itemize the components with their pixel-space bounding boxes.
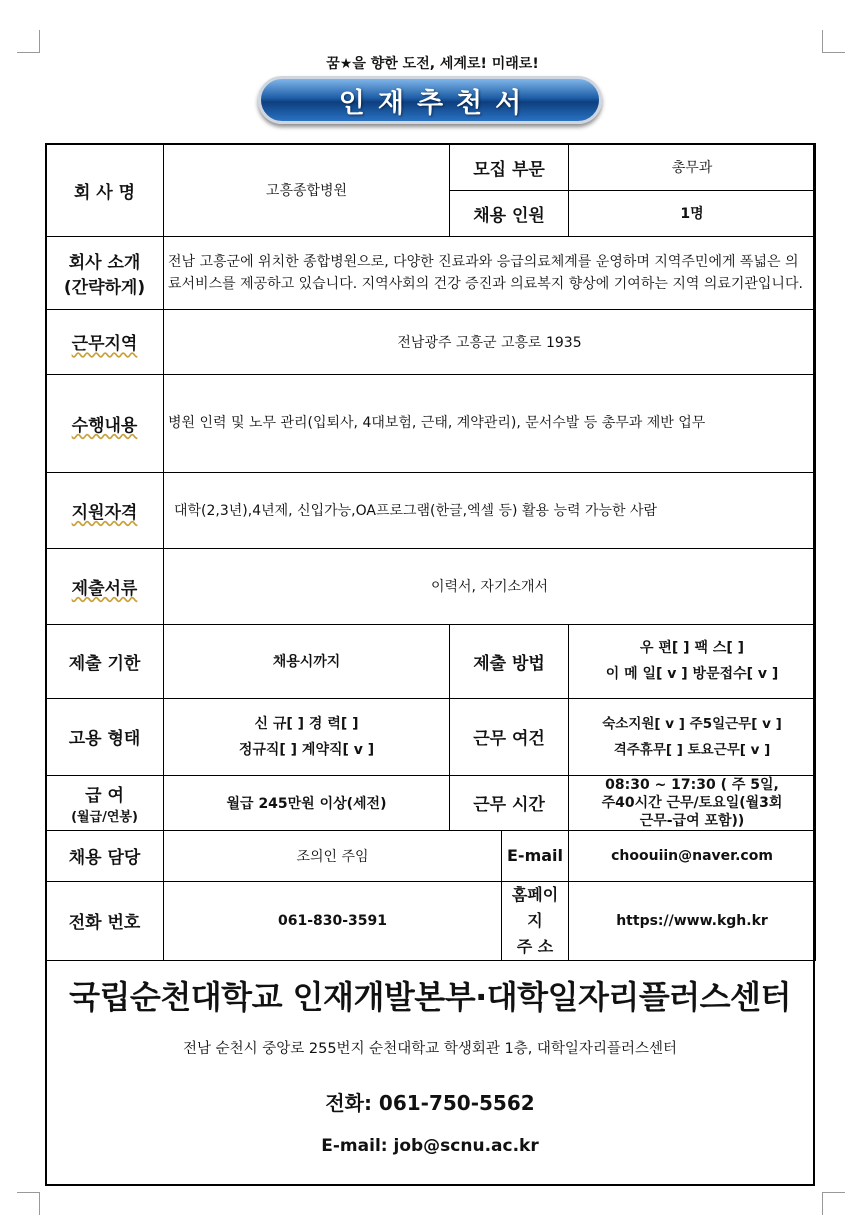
work-conditions-line1: 숙소지원[ v ] 주5일근무[ v ]	[602, 715, 782, 732]
salary-label-line2: (월급/연봉)	[71, 809, 138, 825]
employment-type-line1: 신 규[ ] 경 력[ ]	[254, 715, 359, 732]
contact-value: 조의인 주임	[164, 830, 502, 881]
headcount-value: 1명	[569, 190, 816, 236]
location-value: 전남광주 고흥군 고흥로 1935	[164, 309, 816, 374]
employment-type-line2: 정규직[ ] 계약직[ v ]	[238, 741, 375, 758]
contact-label: 채용 담당	[46, 830, 164, 881]
dept-value: 총무과	[569, 144, 816, 190]
hours-line1: 08:30 ~ 17:30 ( 주 5일,	[605, 776, 779, 793]
email-value: choouiin@naver.com	[569, 830, 816, 881]
method-line2: 이 메 일[ v ] 방문접수[ v ]	[605, 666, 779, 682]
email-label: E-mail	[502, 830, 569, 881]
slogan: 꿈★을 향한 도전, 세계로! 미래로!	[326, 56, 539, 72]
hours-line2: 주40시간 근무/토요일(월3회	[601, 794, 783, 811]
headcount-label: 채용 인원	[450, 190, 569, 236]
duties-value: 병원 인력 및 노무 관리(입퇴사, 4대보험, 근태, 계약관리), 문서수발 등 총무과 제반 업무	[164, 374, 816, 472]
footer-email: E-mail: job@scnu.ac.kr	[321, 1136, 539, 1156]
deadline-label: 제출 기한	[46, 624, 164, 698]
homepage-value: https://www.kgh.kr	[569, 881, 816, 960]
duties-label: 수행내용	[46, 374, 164, 472]
crop-mark-bottom-right	[822, 1192, 845, 1215]
qualification-label: 지원자격	[46, 472, 164, 548]
phone-value: 061-830-3591	[164, 881, 502, 960]
method-label: 제출 방법	[450, 624, 569, 698]
intro-label-line1: 회사 소개	[68, 252, 141, 273]
intro-value: 전남 고흥군에 위치한 종합병원으로, 다양한 진료과와 응급의료체계를 운영하며 지역주민에게 폭넓은 의료서비스를 제공하고 있습니다. 지역사회의 건강 증진과 의료복지 향상에 기여하는 지역 의료기관입니다.	[164, 236, 816, 309]
intro-label-line2: (간략하게)	[63, 277, 146, 298]
page-title: 인재추천서	[338, 87, 535, 119]
hours-line3: 근무-급여 포함))	[639, 812, 745, 829]
footer-organization: 국립순천대학교 인재개발본부·대학일자리플러스센터	[69, 978, 791, 1016]
phone-label: 전화 번호	[46, 881, 164, 960]
footer-phone: 전화: 061-750-5562	[325, 1091, 535, 1115]
homepage-label-line2: 주 소	[516, 936, 554, 956]
work-conditions-label: 근무 여건	[450, 698, 569, 775]
dept-label: 모집 부문	[450, 144, 569, 190]
employment-type-label: 고용 형태	[46, 698, 164, 775]
documents-value: 이력서, 자기소개서	[164, 548, 816, 624]
company-value: 고흥종합병원	[164, 144, 450, 236]
documents-label: 제출서류	[46, 548, 164, 624]
salary-value: 월급 245만원 이상(세전)	[164, 775, 450, 830]
work-conditions-line2: 격주휴무[ ] 토요근무[ v ]	[613, 741, 771, 758]
location-label: 근무지역	[46, 309, 164, 374]
title-banner	[258, 76, 602, 124]
form-frame	[45, 143, 815, 1186]
company-label: 회 사 명	[46, 144, 164, 236]
method-line1: 우 편[ ] 팩 스[ ]	[639, 640, 745, 656]
crop-mark-top-right	[822, 30, 845, 53]
deadline-value: 채용시까지	[164, 624, 450, 698]
footer-address: 전남 순천시 중앙로 255번지 순천대학교 학생회관 1층, 대학일자리플러스센터	[183, 1041, 677, 1057]
qualification-value: 대학(2,3년),4년제, 신입가능,OA프로그램(한글,엑셀 등) 활용 능력 가능한 사람	[164, 472, 816, 548]
hours-label: 근무 시간	[450, 775, 569, 830]
salary-label-line1: 급 여	[85, 785, 124, 806]
crop-mark-bottom-left	[17, 1192, 40, 1215]
crop-mark-top-left	[17, 30, 40, 53]
homepage-label-line1: 홈페이지	[511, 884, 559, 930]
